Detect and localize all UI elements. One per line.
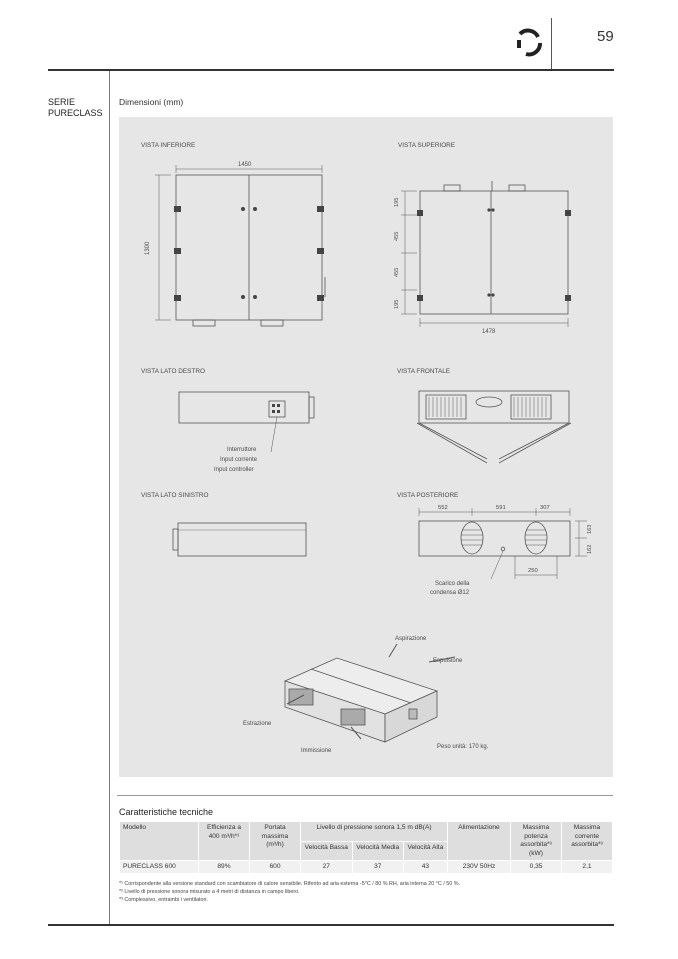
bottom-rule [48, 924, 614, 926]
header-model: Modello [120, 822, 199, 861]
specs-title: Caratteristiche tecniche [119, 807, 214, 817]
bottom-view-depth-dim: 1300 [145, 241, 151, 255]
rear-view-drain-label-1: Scarico della [435, 581, 470, 587]
left-view-title: VISTA LATO SINISTRO [141, 492, 209, 499]
rear-view-title: VISTA POSTERIORE [397, 492, 459, 499]
iso-label-immissione: Immissione [301, 748, 332, 754]
cell-current: 2,1 [562, 861, 613, 874]
rear-view-dim-3: 307 [540, 505, 550, 511]
rear-view-side-dim-1: 163 [587, 524, 593, 534]
right-view-callout-3: Input controller [214, 467, 254, 473]
specs-table [119, 821, 613, 874]
rear-view-side-dim-2: 162 [587, 544, 593, 554]
cell-noise-low: 27 [301, 861, 353, 874]
page-number: 59 [597, 28, 614, 45]
series-label-line-2: PURECLASS [48, 108, 103, 118]
right-view-callout-2: Input corrente [220, 457, 258, 463]
technical-drawing-panel [119, 117, 613, 777]
header-noise-high: Velocità Alta [403, 841, 447, 861]
header-divider [551, 18, 552, 70]
footnote-3: *³ Complessivo, entrambi i ventilatori. [119, 897, 208, 903]
right-view-title: VISTA LATO DESTRO [141, 368, 205, 375]
footnote-2: *² Livello di pressione sonora misurato a 4 metri di distanza in campo libero. [119, 889, 300, 895]
top-view-dim-1: 195 [394, 197, 400, 207]
section-divider [117, 795, 613, 796]
footnotes [119, 880, 613, 904]
iso-label-aspirazione: Aspirazione [395, 636, 427, 642]
cell-flow: 600 [250, 861, 301, 874]
header-power-supply: Alimentazione [448, 822, 511, 861]
cell-supply: 230V 50Hz [448, 861, 511, 874]
brand-logo-icon [514, 28, 544, 58]
iso-label-espulsione: Espulsione [433, 658, 463, 664]
iso-label-estrazione: Estrazione [243, 721, 272, 727]
cell-efficiency: 89% [199, 861, 250, 874]
table-row [120, 861, 613, 874]
front-view-title: VISTA FRONTALE [397, 368, 451, 375]
top-view-width-dim: 1478 [482, 329, 496, 335]
header-noise-low: Velocità Bassa [301, 841, 353, 861]
header-current: Massima corrente assorbita*³ [562, 822, 613, 861]
top-view-title: VISTA SUPERIORE [398, 142, 456, 149]
footnote-1: *¹ Corrispondente alla versione standard con scambiatore di calore sensibile. Riferito ad aria esterna -5°C / 80 % RH, aria interna 20 °C / 50 %. [119, 881, 461, 887]
top-view-dim-3: 455 [394, 267, 400, 277]
header-efficiency: Efficienza a 400 m³/h*¹ [199, 822, 250, 861]
rear-view-dim-2: 591 [496, 505, 506, 511]
top-rule [48, 69, 614, 71]
left-view-body [178, 523, 306, 556]
cell-noise-high: 43 [403, 861, 447, 874]
column-divider [109, 71, 110, 924]
series-label-line-1: SERIE [48, 97, 76, 107]
iso-weight-label: Peso unità: 170 kg. [437, 744, 489, 750]
header-power: Massima potenza assorbita*³ (kW) [511, 822, 562, 861]
cell-noise-medium: 37 [352, 861, 403, 874]
isometric-view [285, 658, 437, 742]
rear-view-bottom-dim: 250 [528, 568, 538, 574]
top-view-dim-2: 455 [394, 231, 400, 241]
technical-drawings [119, 117, 613, 777]
cell-power: 0,35 [511, 861, 562, 874]
header-noise-medium: Velocità Media [352, 841, 403, 861]
bottom-view-title: VISTA INFERIORE [141, 142, 196, 149]
cell-model: PURECLASS 600 [120, 861, 199, 874]
rear-view-dim-1: 552 [438, 505, 448, 511]
right-view-body [179, 392, 309, 423]
header-flow: Portata massima (m³/h) [250, 822, 301, 861]
series-label [48, 97, 103, 119]
bottom-view-width-dim: 1450 [238, 162, 252, 168]
dimensions-title: Dimensioni (mm) [119, 97, 184, 107]
top-view-dim-4: 195 [394, 299, 400, 309]
header-noise: Livello di pressione sonora 1,5 m dB(A) [301, 822, 448, 842]
rear-view-drain-label-2: condensa Ø12 [430, 590, 470, 596]
right-view-callout-1: Interruttore [227, 447, 257, 453]
